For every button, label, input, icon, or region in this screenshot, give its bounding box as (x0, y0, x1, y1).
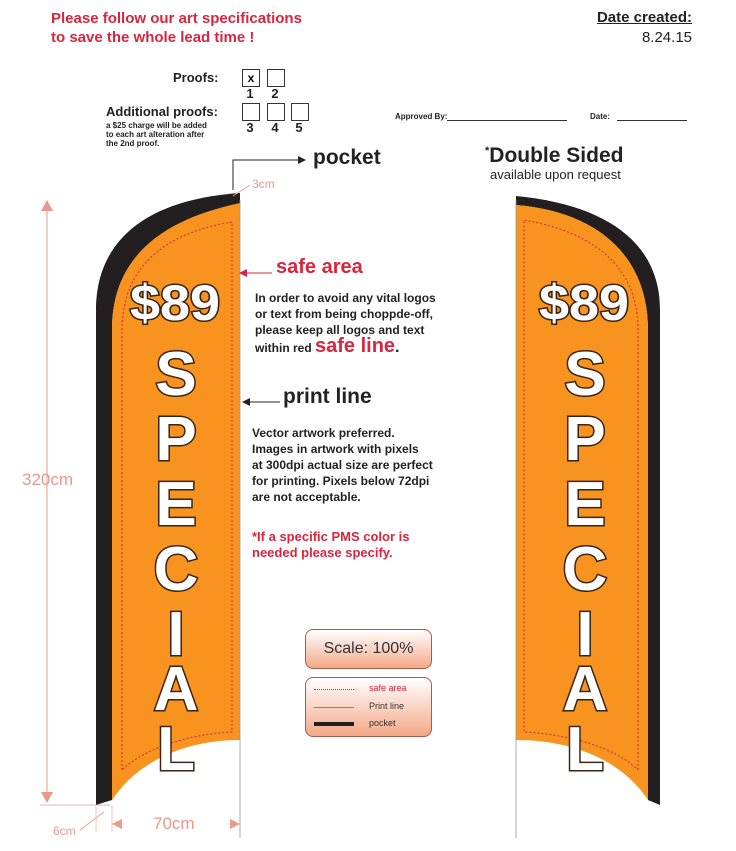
right-flag-letter-i: I (576, 600, 594, 669)
charge-note-line-1: a $25 charge will be added (106, 121, 207, 130)
proof-number-4: 4 (271, 120, 279, 135)
right-flag-letter-c: C (562, 535, 608, 604)
charge-note-line-3: the 2nd proof. (106, 139, 160, 148)
proof-checkbox-1[interactable]: x (242, 69, 260, 87)
pocket-arrow (233, 160, 300, 190)
width-arrow-right (230, 819, 240, 829)
width-dimension-label: 70cm (153, 814, 195, 833)
left-flag-letter-i: I (167, 600, 185, 669)
notice-line-2: to save the whole lead time ! (51, 29, 255, 46)
safe-line-emphasis: safe line (315, 335, 396, 357)
right-flag-letter-a: A (562, 655, 608, 724)
legend-pocket-label: pocket (369, 718, 396, 728)
margin-dimension-line (233, 185, 250, 196)
height-arrow-bottom (41, 792, 53, 803)
proof-number-5: 5 (295, 120, 303, 135)
safe-area-line-2: or text from being choppde-off, (255, 307, 433, 321)
double-sided-star: * (485, 145, 490, 157)
print-line-line-1: Vector artwork preferred. (252, 426, 395, 440)
pocket-heading: pocket (313, 146, 381, 169)
proof-number-3: 3 (246, 120, 254, 135)
print-line-line-5: are not acceptable. (252, 490, 361, 504)
right-flag-letter-p: P (564, 405, 606, 474)
left-flag-letter-l: L (157, 715, 195, 784)
print-line-line-2: Images in artwork with pixels (252, 442, 419, 456)
height-arrow-top (41, 200, 53, 211)
charge-note-line-2: to each art alteration after (106, 130, 205, 139)
left-flag-letter-e: E (155, 470, 197, 539)
proof-number-1: 1 (246, 86, 254, 101)
approval-date-label: Date: (590, 112, 611, 121)
left-flag-price: $89 (130, 275, 220, 331)
double-sided-title: Double Sided (489, 144, 624, 167)
print-line-heading: print line (283, 385, 372, 408)
left-flag-letter-a: A (153, 655, 199, 724)
safe-area-heading: safe area (276, 256, 363, 278)
scale-badge: Scale: 100% (305, 629, 432, 669)
pms-note-line-2: needed please specify. (252, 545, 393, 560)
right-flag-letter-l: L (566, 715, 604, 784)
right-flag-price: $89 (539, 275, 629, 331)
additional-proofs-label: Additional proofs: (106, 104, 218, 119)
safe-area-line-1: In order to avoid any vital logos (255, 291, 436, 305)
left-flag-letter-c: C (153, 535, 199, 604)
proofs-label: Proofs: (173, 70, 219, 85)
height-dimension-label: 320cm (22, 470, 74, 489)
double-sided-subtitle: available upon request (490, 167, 621, 182)
legend-safe-area-label: safe area (369, 683, 407, 693)
safe-area-line-4-prefix: within red (255, 341, 315, 355)
date-created-value: 8.24.15 (641, 29, 692, 46)
left-flag-letter-s: S (155, 340, 197, 409)
margin-label: 3cm (252, 177, 275, 191)
right-flag-letter-e: E (564, 470, 606, 539)
left-flag-letter-p: P (155, 405, 197, 474)
print-line-line-3: at 300dpi actual size are perfect (252, 458, 433, 472)
pms-note-line-1: *If a specific PMS color is (252, 529, 410, 544)
legend-print-line-label: Print line (369, 701, 405, 711)
proof-number-2: 2 (271, 86, 279, 101)
print-line-line-4: for printing. Pixels below 72dpi (252, 474, 430, 488)
date-created-label: Date created: (596, 9, 692, 26)
pocket-width-leader (80, 812, 104, 830)
right-flag-letter-s: S (564, 340, 606, 409)
print-line-arrow-head (242, 398, 250, 406)
pocket-arrow-head (298, 156, 306, 164)
width-arrow-left (112, 819, 122, 829)
safe-area-line-4-suffix: . (395, 339, 400, 356)
approved-by-label: Approved By: (395, 112, 448, 121)
safe-area-line-3: please keep all logos and text (255, 323, 425, 337)
pocket-width-label: 6cm (53, 824, 76, 838)
notice-line-1: Please follow our art specifications (51, 10, 302, 27)
